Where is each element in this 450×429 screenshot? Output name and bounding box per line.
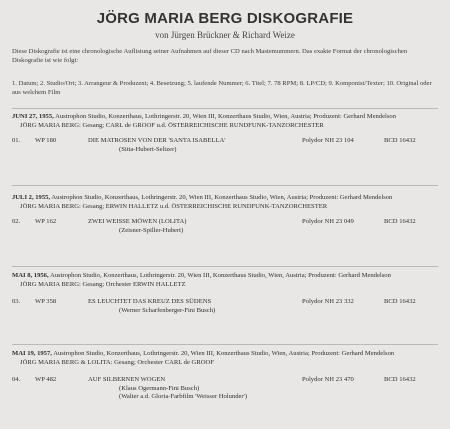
divider <box>12 108 438 109</box>
track-row <box>12 376 438 402</box>
session-artists: JÖRG MARIA BERG: Gesang; ERWIN HALLETZ u.d. ÖSTERREICHISCHE RUNDFUNK-TANZORCHESTER <box>20 203 328 211</box>
track-number: 04. <box>12 375 21 383</box>
track-cd: BCD 16432 <box>384 217 416 225</box>
track-cd: BCD 16432 <box>384 136 416 144</box>
session-artists: JÖRG MARIA BERG: Gesang; Orchester ERWIN HALLETZ <box>20 281 186 289</box>
track-credit: (Zeisner-Spiller-Hubert) <box>119 226 184 234</box>
session-header <box>12 194 438 202</box>
session-date: JULI 2, 1955, <box>12 194 51 201</box>
session-4 <box>12 350 438 402</box>
track-number: 03. <box>12 297 21 305</box>
format-fields: 1. Datum; 2. Studio/Ort; 3. Arrangeur & Produzent; 4. Besetzung; 5. laufende Nummer; 6. Titel; 7. 78 RPM; 8. LP/CD; 9. Komponist/Texter; 10. Original oder aus welchem Film <box>12 80 432 97</box>
divider <box>12 185 438 186</box>
track-row <box>12 218 438 235</box>
track-title: ZWEI WEISSE MÖWEN (LOLITA) <box>88 217 187 225</box>
page-title: JÖRG MARIA BERG DISKOGRAFIE <box>96 10 354 27</box>
track-78rpm: Polydor NH 23 049 <box>302 217 354 225</box>
session-2 <box>12 194 438 235</box>
session-info: Austrophon Studio, Konzerthaus, Lothringerstr. 20, Wien III, Konzerthaus Studio, Wien, Austria; Produzent: Gerhard Mendelson <box>51 194 393 201</box>
track-row <box>12 137 438 154</box>
session-artists: JÖRG MARIA BERG & LOLITA: Gesang; Orchester CARL de GROOF <box>20 359 214 367</box>
session-info: Austrophon Studio, Konzerthaus, Lothringerstr. 20, Wien III, Konzerthaus Studio, Wien, Austria; Produzent: Gerhard Mendelson <box>55 113 397 120</box>
track-title: ES LEUCHTET DAS KREUZ DES SÜDENS <box>88 297 212 305</box>
session-info: Austrophon Studio, Konzerthaus, Lothringerstr. 20, Wien III, Konzerthaus Studio, Wien, Austria; Produzent: Gerhard Mendelson <box>49 272 391 279</box>
track-matrix: WP 358 <box>35 297 57 305</box>
divider <box>12 266 438 267</box>
track-cd: BCD 16432 <box>384 375 416 383</box>
track-matrix: WP 482 <box>35 375 57 383</box>
track-cd: BCD 16432 <box>384 297 416 305</box>
track-78rpm: Polydor NH 23 104 <box>302 136 354 144</box>
session-info: Austrophon Studio, Konzerthaus, Lothringerstr. 20, Wien III, Konzerthaus Studio, Wien, Austria; Produzent: Gerhard Mendelson <box>53 350 395 357</box>
divider <box>12 344 438 345</box>
track-number: 02. <box>12 217 21 225</box>
page-subtitle: von Jürgen Brückner & Richard Weize <box>155 30 295 40</box>
session-header <box>12 272 438 280</box>
session-date: MAI 8, 1956, <box>12 272 49 279</box>
track-credit: (Werner Scharfenberger-Fini Busch) <box>119 306 216 314</box>
track-credit: (Klaus Ogermann-Fini Busch) <box>119 384 200 392</box>
track-matrix: WP 162 <box>35 217 57 225</box>
session-header <box>12 113 438 121</box>
track-78rpm: Polydor NH 23 470 <box>302 375 354 383</box>
session-date: JUNI 27, 1955, <box>12 113 54 120</box>
track-credit: (Walter a.d. Gloria-Farbfilm 'Weisser Holunder') <box>119 392 248 400</box>
track-title: DIE MATROSEN VON DER 'SANTA ISABELLA' <box>88 136 226 144</box>
session-date: MAI 19, 1957, <box>12 350 52 357</box>
track-matrix: WP 180 <box>35 136 57 144</box>
track-row <box>12 298 438 315</box>
session-3 <box>12 272 438 315</box>
session-header <box>12 350 438 358</box>
track-78rpm: Polydor NH 23 332 <box>302 297 354 305</box>
track-credit: (Sitta-Hubert-Seltzer) <box>119 145 177 153</box>
session-1 <box>12 113 438 154</box>
session-artists: JÖRG MARIA BERG: Gesang; CARL de GROOF u.d. ÖSTERREICHISCHE RUNDFUNK-TANZORCHESTER <box>20 122 324 130</box>
intro-paragraph: Diese Diskografie ist eine chronologische Auflistung seiner Aufnahmen auf dieser CD nach Mastemummern. Das exakte Format der chronologischen Diskografie ist wie folgt: <box>12 48 408 64</box>
track-title: AUF SILBERNEN WOGEN <box>88 375 166 383</box>
track-number: 01. <box>12 136 21 144</box>
